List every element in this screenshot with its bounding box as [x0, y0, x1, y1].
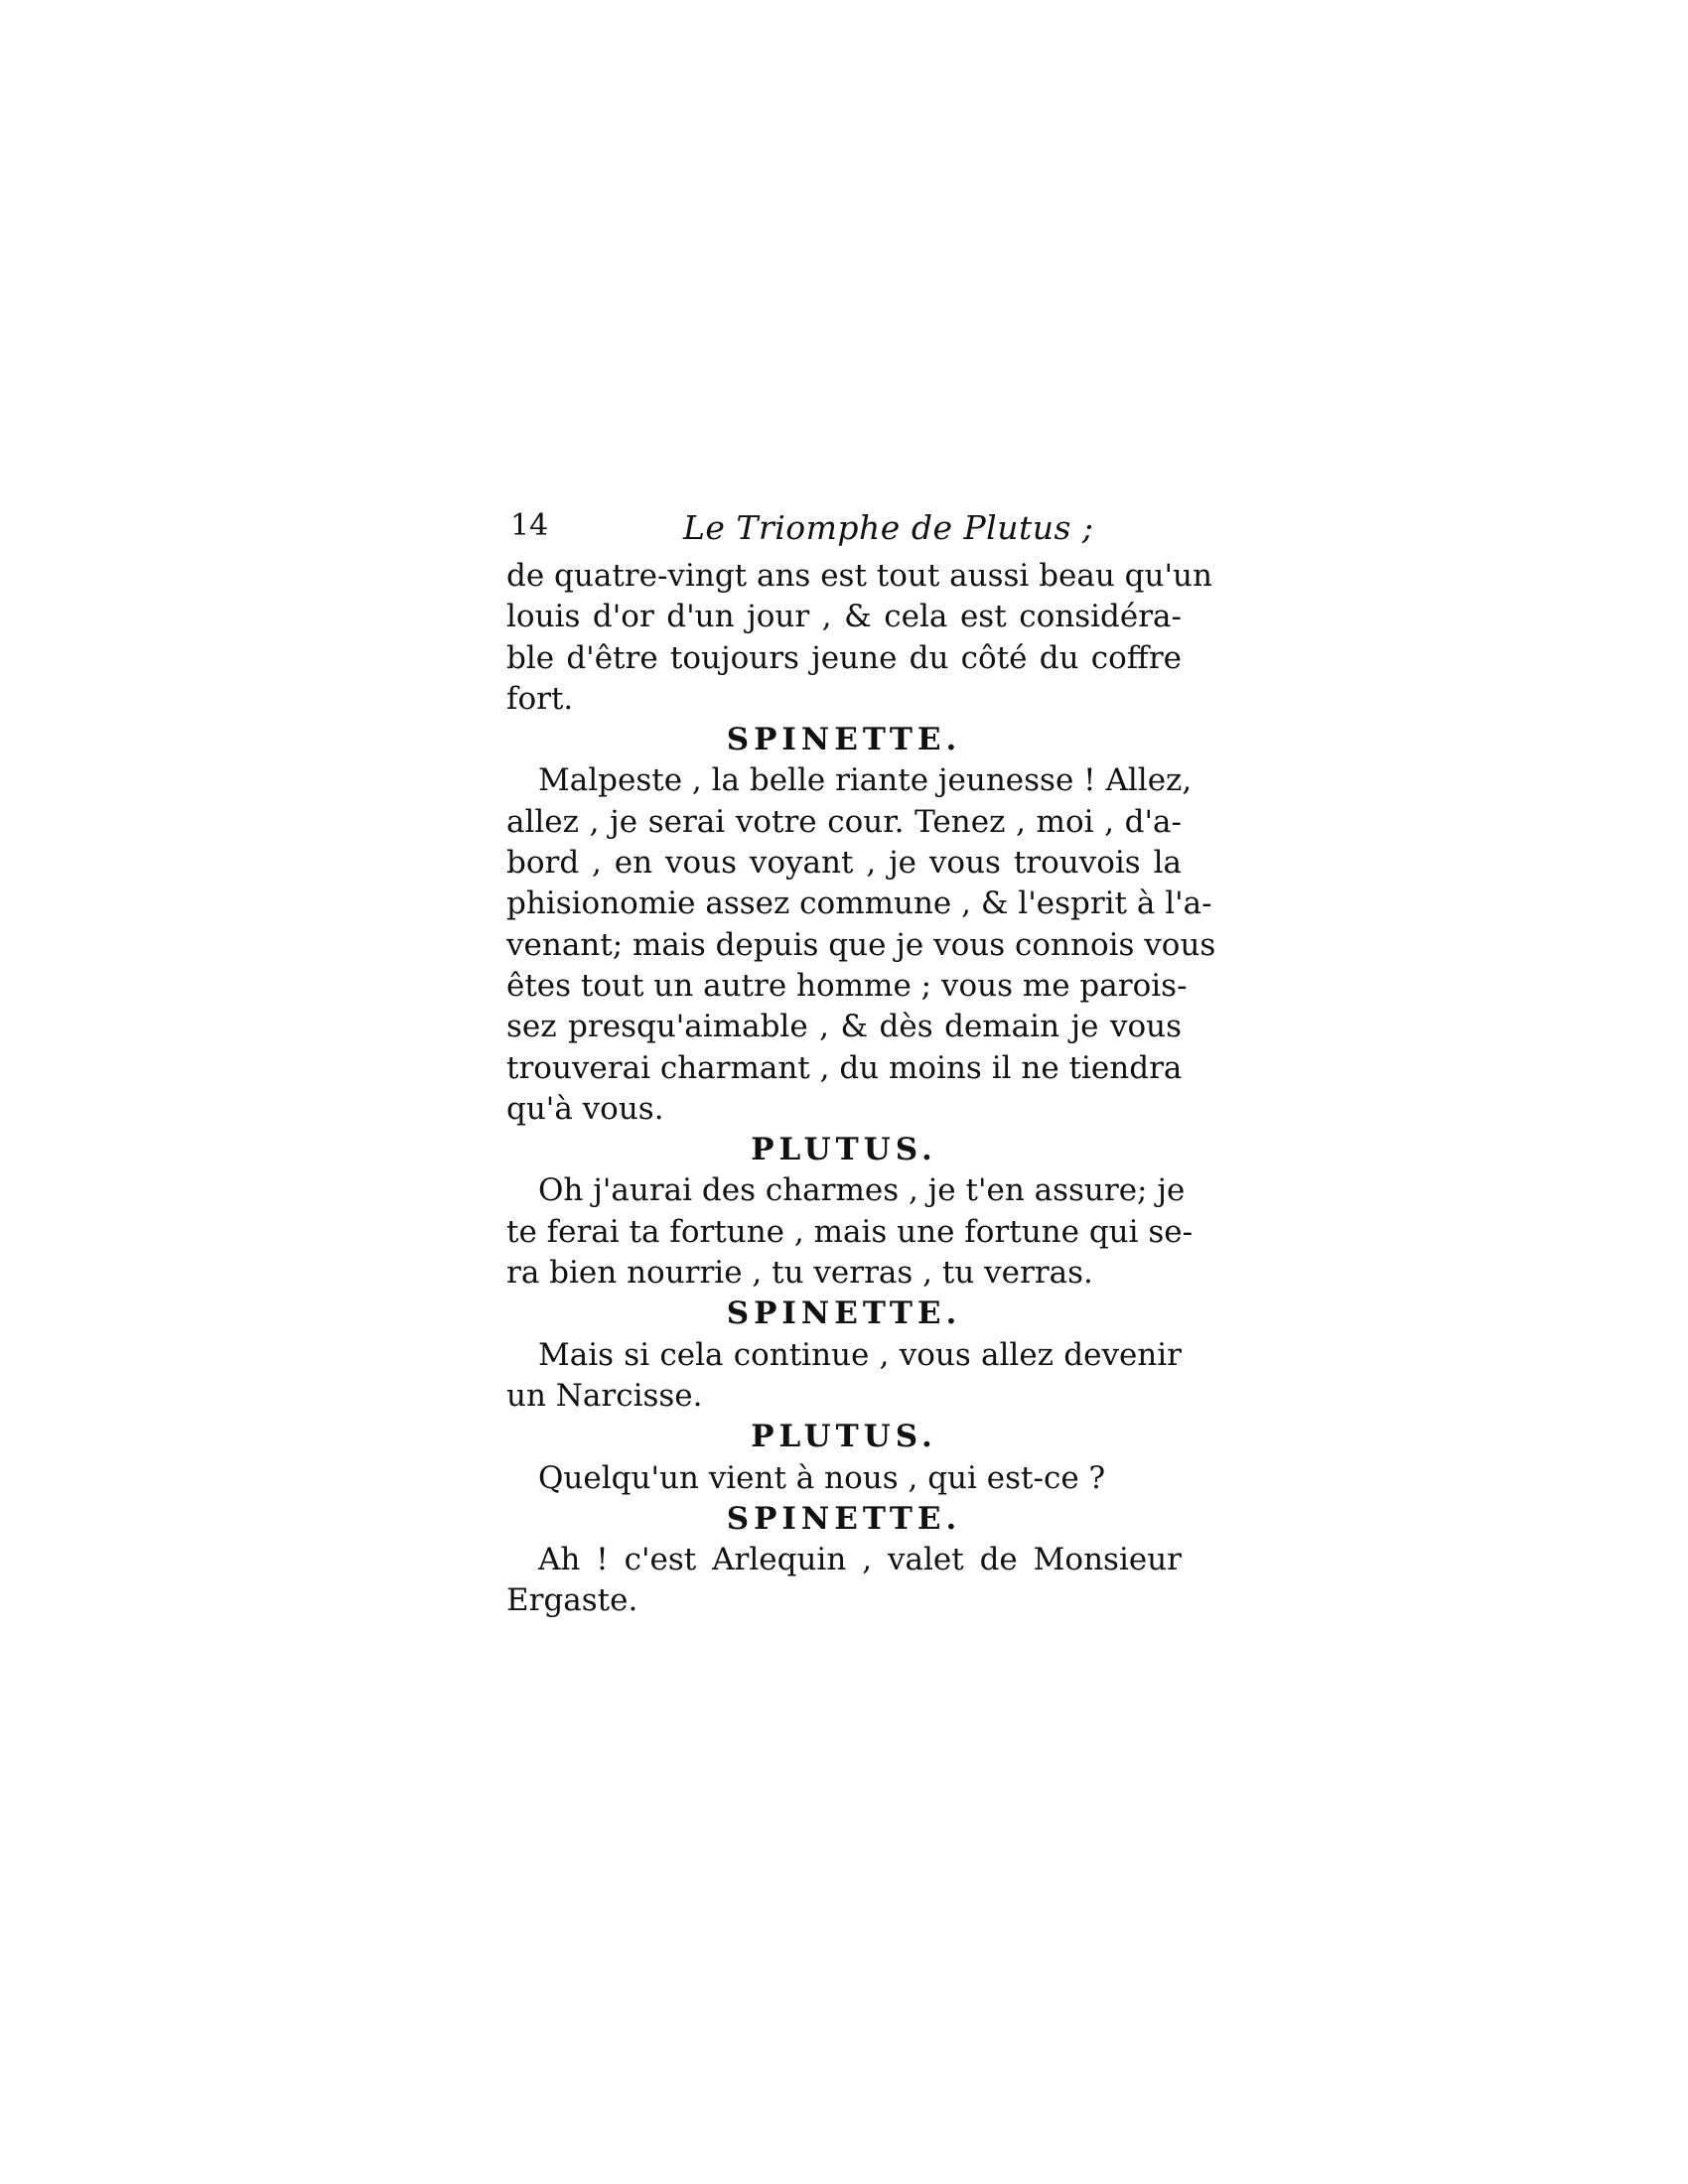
text-line: un Narcisse. [506, 1377, 703, 1414]
text-line: trouverai charmant , du moins il ne tiendra [506, 1049, 1183, 1086]
text-line: Oh j'aurai des charmes , je t'en assure; je [538, 1172, 1186, 1209]
speech-paragraph [506, 1540, 1182, 1622]
text-line: Ah ! c'est Arlequin , valet de Monsieur [538, 1542, 1182, 1578]
book-page [506, 508, 1216, 1622]
text-line: ble d'être toujours jeune du côté du coffre [506, 639, 1182, 676]
speech-paragraph [506, 1335, 1182, 1418]
page-header [506, 508, 1182, 556]
speaker-name: SPINETTE. [726, 722, 962, 758]
text-line: Ergaste. [506, 1582, 638, 1619]
text-line: bord , en vous voyant , je vous trouvois la [506, 845, 1182, 882]
speech-paragraph [506, 556, 1212, 720]
text-line: sez presqu'aimable , & dès demain je vous [506, 1009, 1182, 1045]
text-line: venant; mais depuis que je vous connois vous [506, 926, 1216, 963]
speech-paragraph [506, 760, 1216, 1130]
text-line: Malpeste , la belle riante jeunesse ! Allez, [538, 762, 1193, 799]
text-line: fort. [506, 680, 574, 717]
text-line: te ferai ta fortune , mais une fortune qui se- [506, 1213, 1194, 1250]
text-line: Quelqu'un vient à nous , qui est-ce ? [538, 1459, 1106, 1496]
page-number: 14 [510, 508, 549, 543]
speaker-name: SPINETTE. [726, 1296, 962, 1332]
text-body [506, 556, 1216, 1622]
speech-paragraph [506, 1458, 1182, 1499]
speaker-name: PLUTUS. [751, 1132, 937, 1168]
text-line: de quatre-vingt ans est tout aussi beau qu'un [506, 558, 1212, 594]
text-line: ra bien nourrie , tu verras , tu verras. [506, 1255, 1093, 1292]
text-line: allez , je serai votre cour. Tenez , moi , d'a- [506, 803, 1182, 840]
speech-paragraph [506, 1170, 1194, 1294]
text-line: êtes tout un autre homme ; vous me parois- [506, 967, 1188, 1004]
text-line: phisionomie assez commune , & l'esprit à l'a- [506, 886, 1212, 922]
speaker-name: PLUTUS. [751, 1419, 937, 1455]
speaker-name: SPINETTE. [726, 1500, 962, 1537]
text-line: louis d'or d'un jour , & cela est considéra- [506, 599, 1182, 635]
text-line: qu'à vous. [506, 1090, 664, 1127]
running-title: Le Triomphe de Plutus ; [683, 508, 1094, 547]
text-line: Mais si cela continue , vous allez devenir [538, 1336, 1182, 1373]
